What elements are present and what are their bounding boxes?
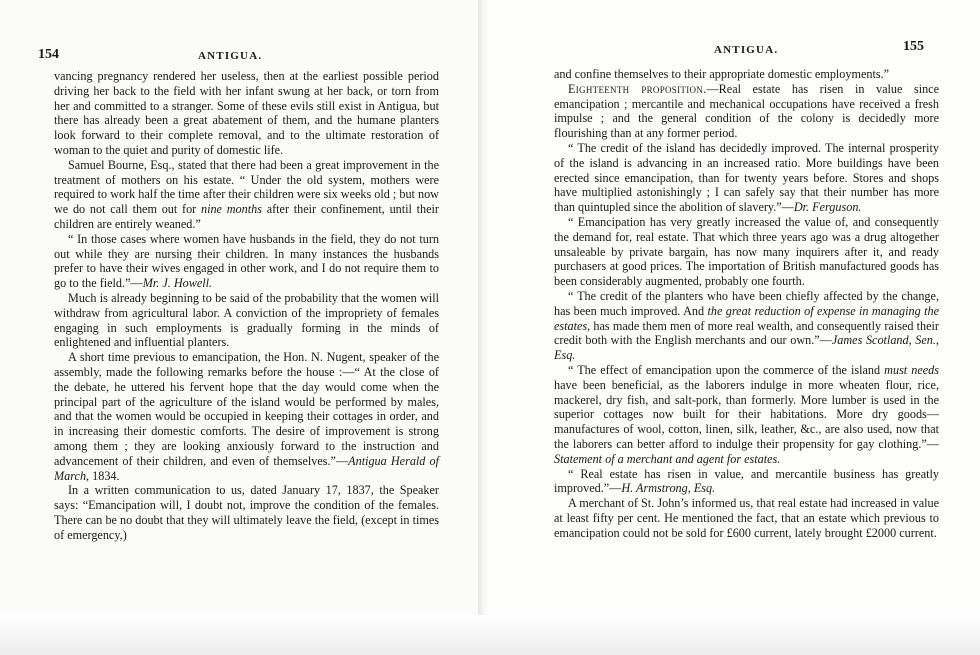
paragraph bbox=[554, 82, 939, 141]
paragraph bbox=[54, 350, 439, 483]
text-run: Much is already beginning to be said of the probability that the women will withdraw from agricultural labor. A conviction of the impropriety of females engaging in such employments is gradually forming in the minds of enlightened and influential planters. bbox=[54, 290, 439, 350]
paragraph bbox=[554, 141, 939, 215]
text-run: vancing pregnancy rendered her useless, then at the earliest possible period driving her back to the field with her infant swung at her back, or torn from her and committed to a stranger. Some of these evils still exist in Antigua, but there has already been a great abatement of them, and the humane planters look forward to their complete removal, and to the ultimate restoration of woman to the quiet and purity of domestic life. bbox=[54, 69, 439, 157]
text-column bbox=[554, 67, 939, 541]
text-run: , 1834. bbox=[86, 468, 120, 483]
text-run: “ In those cases where women have husbands in the field, they do not turn out while they are nursing their children. In many instances the husbands prefer to have their wives engaged in other work, and I do not require them to go to the field.”— bbox=[54, 231, 439, 291]
paragraph bbox=[554, 215, 939, 289]
italic-text: nine months bbox=[200, 202, 262, 217]
book-gutter bbox=[478, 0, 490, 655]
paragraph bbox=[54, 158, 439, 232]
italic-text: the great reduction of expense in managing the estates bbox=[554, 303, 939, 333]
italic-text: Statement of a merchant and agent for estates. bbox=[554, 451, 781, 466]
paragraph bbox=[54, 291, 439, 350]
text-run: Samuel Bourne, Esq., stated that there had been a great improvement in the treatment of mothers on his estate. “ Under the old system, mothers were required to work half the time after their children were six weeks old ; but now we do not call them out for bbox=[54, 157, 439, 217]
text-run: “ Real estate has risen in value, and mercantile business has greatly improved.”— bbox=[554, 466, 939, 496]
paragraph bbox=[54, 232, 439, 291]
text-run: have been beneficial, as the laborers indulge in more wheaten flour, rice, mackerel, dry fish, and salt-pork, than formerly. More lumber is used in the superior cottages now built for their habitations. More dry goods—manufactures of wool, cotton, linen, silk, leather, &c., are also used, now that the laborers can better afford to indulge their propensity for gay clothing.”— bbox=[554, 377, 939, 451]
text-column bbox=[54, 69, 439, 543]
paragraph bbox=[554, 289, 939, 363]
paragraph bbox=[554, 363, 939, 467]
text-run: and confine themselves to their appropriate domestic employments.” bbox=[554, 67, 890, 81]
text-run: “ The credit of the island has decidedly improved. The internal prosperity of the island is advancing in an increased ratio. More buildings have been erected since emancipation, than for twenty years before. Stores and shops have multiplied astonishingly ; I can safely say that their number has more than quintupled since the abolition of slavery.”— bbox=[554, 140, 939, 215]
italic-text: must needs bbox=[884, 362, 939, 377]
text-run: A short time previous to emancipation, the Hon. N. Nugent, speaker of the assembly, made the following remarks before the house :—“ At the close of the debate, he uttered his fervent hope that the day would come when the principal part of the agriculture of the island would be performed by males, and that the women would be occupied in keeping their cottages in order, and in increasing their domestic comforts. The desire of improvement is strong among them ; they are looking anxiously forward to the instruction and advancement of their children, and even of themselves.”— bbox=[54, 350, 439, 468]
text-run: —Real estate has risen in value since emancipation ; mercantile and mechanical occupations have received a fresh impulse ; and the general condition of the colony is decidedly more flourishing than at any former period. bbox=[554, 81, 939, 141]
scan-shadow bbox=[0, 615, 980, 655]
running-head: ANTIGUA. bbox=[198, 50, 263, 62]
italic-text: Antigua Herald of March bbox=[54, 453, 439, 483]
small-caps-heading: Eighteenth proposition. bbox=[568, 81, 707, 96]
paragraph bbox=[54, 69, 439, 158]
text-run: “ The effect of emancipation upon the commerce of the island bbox=[568, 362, 885, 377]
running-head: ANTIGUA. bbox=[714, 44, 779, 56]
paragraph bbox=[554, 67, 939, 82]
text-run: “ Emancipation has very greatly increased the value of, and consequently the demand for, real estate. That which three years ago was a drug altogether unsaleable by private bargain, has now many inquirers after it, and ready purchasers at good prices. The importation of British manufactured goods has been considerably augmented, probably one fourth. bbox=[554, 214, 939, 289]
paragraph bbox=[554, 496, 939, 540]
italic-text: H. Armstrong, Esq. bbox=[621, 481, 716, 496]
italic-text: Mr. J. Howell. bbox=[142, 276, 213, 291]
text-run: , has made them men of more real wealth, and consequently raised their credit both with the English merchants and our own.”— bbox=[554, 318, 939, 348]
left-page bbox=[0, 0, 478, 655]
text-run: after their confinement, until their children are entirely weaned.” bbox=[54, 202, 439, 231]
italic-text: James Scotland, Sen., Esq. bbox=[554, 333, 939, 363]
paragraph bbox=[54, 483, 439, 542]
text-run: “ The credit of the planters who have been chiefly affected by the change, has been much improved. And bbox=[554, 288, 939, 318]
italic-text: Dr. Ferguson. bbox=[793, 200, 862, 215]
text-run: In a written communication to us, dated January 17, 1837, the Speaker says: “Emancipation will, I doubt not, improve the condition of the females. There can be no doubt that they will ultimately leave the field, (except in times of emergency,) bbox=[54, 483, 439, 542]
text-run: A merchant of St. John’s informed us, that real estate had increased in value at least fifty per cent. He mentioned the fact, that an estate which previous to emancipation could not be sold for £600 current, lately brought £2000 current. bbox=[554, 496, 939, 540]
page-number: 155 bbox=[903, 39, 924, 54]
right-page bbox=[490, 0, 980, 655]
page-number: 154 bbox=[38, 47, 59, 62]
paragraph bbox=[554, 467, 939, 497]
